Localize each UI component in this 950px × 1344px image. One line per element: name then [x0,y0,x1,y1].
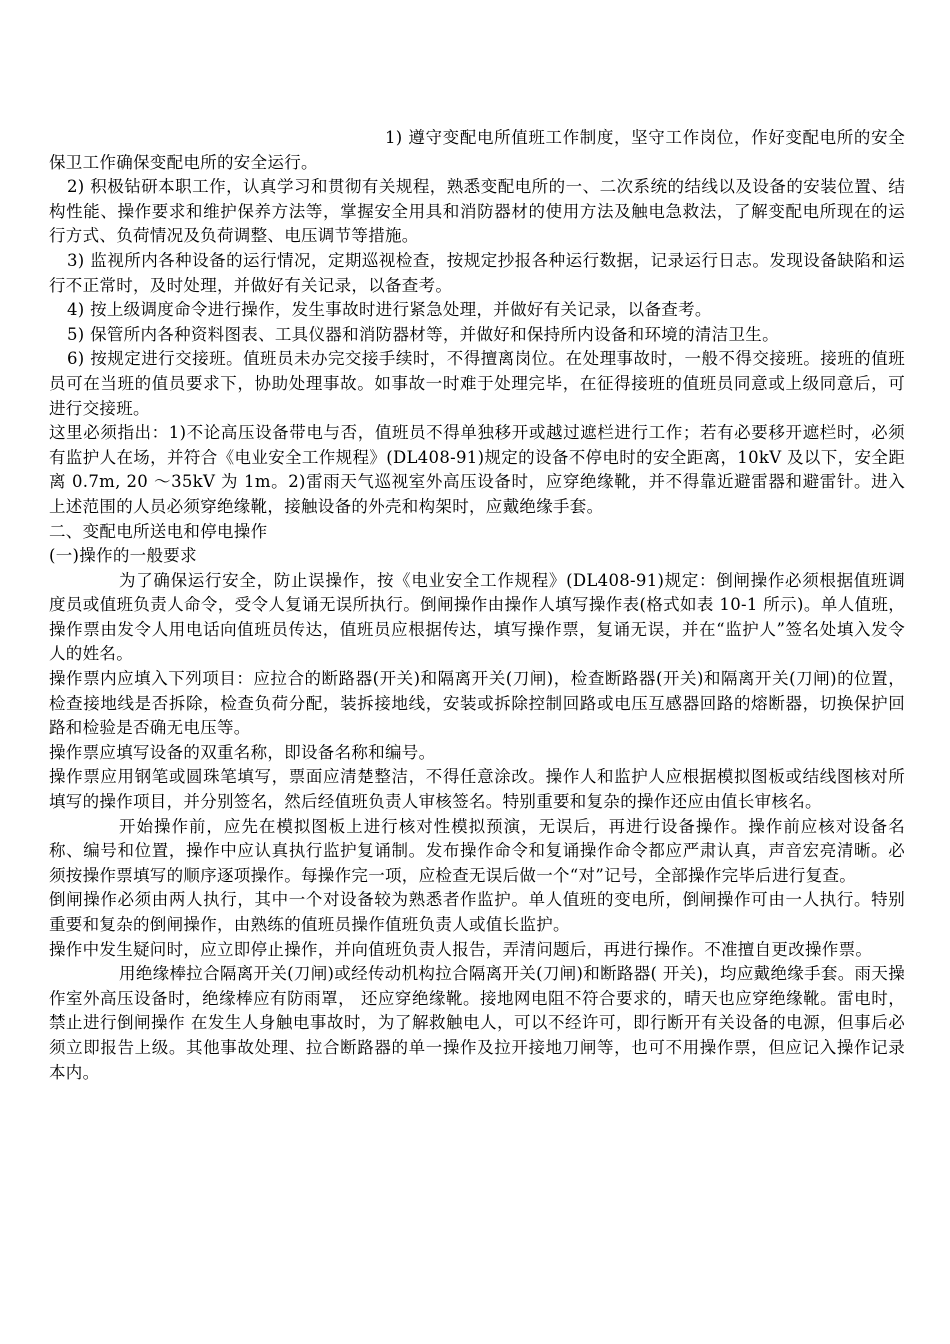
paragraph-requirement-5: 开始操作前，应先在模拟图板上进行核对性模拟预演，无误后，再进行设备操作。操作前应核对设备名称、编号和位置，操作中应认真执行监护复诵制。发布操作命令和复诵操作命令都应严肃认真，声音宏亮清晰。必须按操作票填写的顺序逐项操作。每操作完一项，应检查无误后做一个“对”记号，全部操作完毕后进行复查。 [49,816,905,885]
paragraph-requirement-1: 为了确保运行安全，防止误操作，按《电业安全工作规程》(DL408-91)规定：倒闸操作必须根据值班调度员或值班负责人命令，受令人复诵无误所执行。倒闸操作由操作人填写操作表(格式如表 10-1 所示)。单人值班，操作票由发令人用电话向值班员传达，值班员应根据传达，填写操作票，复诵无误，并在“监护人”签名处填入发令人的姓名。 [49,570,905,664]
paragraph-requirement-8: 用绝缘棒拉合隔离开关(刀闸)或经传动机构拉合隔离开关(刀闸)和断路器( 开关)，均应戴绝缘手套。雨天操作室外高压设备时，绝缘棒应有防雨罩， 还应穿绝缘靴。接地网电阻不符合要求的，晴天也应穿绝缘靴。雷电时，禁止进行倒闸操作 在发生人身触电事故时，为了解救触电人，可以不经许可，即行断开有关设备的电源，但事后必须立即报告上级。其他事故处理、拉合断路器的单一操作及拉开接地刀闸等，也可不用操作票，但应记入操作记录本内。 [49,964,905,1082]
paragraph-requirement-3: 操作票应填写设备的双重名称，即设备名称和编号。 [49,742,436,762]
paragraph-duty-2: 2) 积极钻研本职工作，认真学习和贯彻有关规程，熟悉变配电所的一、二次系统的结线以及设备的安装位置、结构性能、操作要求和维护保养方法等，掌握安全用具和消防器材的使用方法及触电急救法，了解变配电所现在的运行方式、负荷情况及负荷调整、电压调节等措施。 [49,177,905,246]
subsection-heading: (一)操作的一般要求 [49,546,197,566]
paragraph-safety-note: 这里必须指出：1)不论高压设备带电与否，值班员不得单独移开或越过遮栏进行工作；若有必要移开遮栏时，必须有监护人在场，并符合《电业安全工作规程》(DL408-91)规定的设备不停电时的安全距离，10kV 及以下，安全距离 0.7m, 20 ～35kV 为 1m。2)雷雨天气巡视室外高压设备时，应穿绝缘靴，并不得靠近避雷器和避雷针。进入上述范围的人员必须穿绝缘靴，接触设备的外壳和构架时，应戴绝缘手套。 [49,423,905,516]
paragraph-requirement-6: 倒闸操作必须由两人执行，其中一个对设备较为熟悉者作监护。单人值班的变电所，倒闸操作可由一人执行。特别重要和复杂的倒闸操作，由熟练的值班员操作值班负责人或值长监护。 [49,890,905,934]
section-heading: 二、变配电所送电和停电操作 [49,521,268,541]
paragraph-duty-5: 5) 保管所内各种资料图表、工具仪器和消防器材等，并做好和保持所内设备和环境的清洁卫生。 [67,324,779,344]
paragraph-requirement-7: 操作中发生疑问时，应立即停止操作，并向值班负责人报告，弄清问题后，再进行操作。不准擅自更改操作票。 [49,939,873,959]
paragraph-duty-1: 1) 遵守变配电所值班工作制度，坚守工作岗位，作好变配电所的安全保卫工作确保变配电所的安全运行。 [49,128,905,172]
paragraph-duty-6: 6) 按规定进行交接班。值班员未办完交接手续时，不得擅离岗位。在处理事故时，一般不得交接班。接班的值班员可在当班的值员要求下，协助处理事故。如事故一时难于处理完毕，在征得接班的值班员同意或上级同意后，可进行交接班。 [49,349,905,418]
paragraph-requirement-2: 操作票内应填入下列项目：应拉合的断路器(开关)和隔离开关(刀闸)，检查断路器(开关)和隔离开关(刀闸)的位置，检查接地线是否拆除，检查负荷分配，装拆接地线，安装或拆除控制回路或电压互感器回路的熔断器，切换保护回路和检验是否确无电压等。 [49,669,905,738]
document-body [49,126,905,1085]
paragraph-duty-3: 3) 监视所内各种设备的运行情况，定期巡视检查，按规定抄报各种运行数据，记录运行日志。发现设备缺陷和运行不正常时，及时处理，并做好有关记录，以备查考。 [49,250,905,295]
paragraph-requirement-4: 操作票应用钢笔或圆珠笔填写，票面应清楚整洁，不得任意涂改。操作人和监护人应根据模拟图板或结线图核对所填写的操作项目，并分别签名，然后经值班负责人审核签名。特别重要和复杂的操作还应由值长审核名。 [49,767,905,812]
paragraph-duty-4: 4) 按上级调度命令进行操作，发生事故时进行紧急处理，并做好有关记录，以备查考。 [67,300,712,320]
